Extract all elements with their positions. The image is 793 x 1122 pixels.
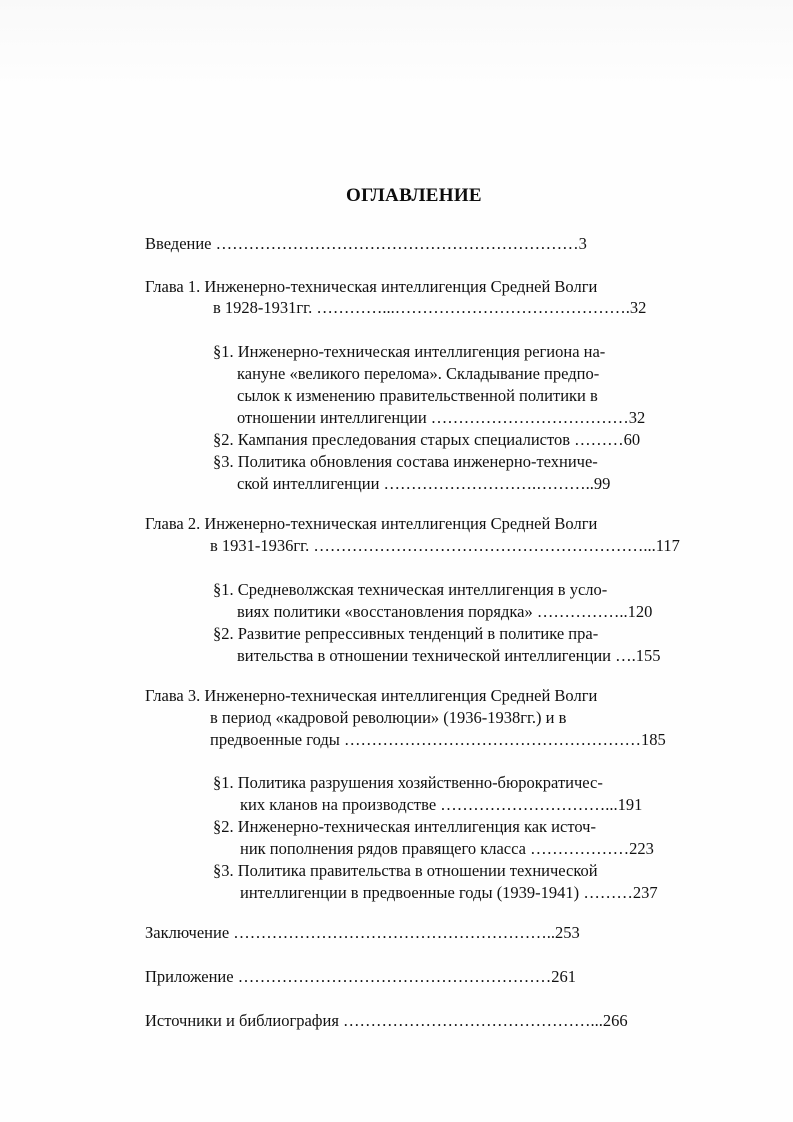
toc-label: ник пополнения рядов правящего класса	[240, 839, 526, 858]
toc-chapter-3-line3	[210, 730, 666, 750]
toc-page-number: 120	[627, 602, 653, 621]
toc-label: предвоенные годы	[210, 730, 340, 749]
toc-section-3-1-line2	[240, 795, 642, 815]
toc-page-number: 185	[640, 730, 666, 749]
toc-section-1-3-line1: §3. Политика обновления состава инженерно-техниче-	[213, 452, 598, 471]
toc-label: в 1931-1936гг.	[210, 536, 310, 555]
toc-leader: ……………………….………..	[383, 474, 594, 493]
toc-label: Приложение	[145, 967, 234, 986]
toc-label: Заключение	[145, 923, 230, 942]
toc-leader: ……………..	[536, 602, 628, 621]
toc-section-2-1-line2	[237, 602, 652, 622]
toc-label: отношении интеллигенции	[237, 408, 427, 427]
toc-section-2-1-line1: §1. Средневолжская техническая интеллигенция в усло-	[213, 580, 608, 599]
toc-entry-sources	[145, 1011, 628, 1031]
toc-section-3-3-line2	[240, 883, 658, 903]
toc-section-3-2-line2	[240, 839, 654, 859]
toc-leader: ………………………………	[430, 408, 629, 427]
toc-section-3-1-line1: §1. Политика разрушения хозяйственно-бюрократичес-	[213, 773, 603, 792]
toc-label: интеллигенции в предвоенные годы (1939-1941)	[240, 883, 580, 902]
toc-leader: ………………	[530, 839, 630, 858]
toc-page-number: 117	[655, 536, 680, 555]
toc-entry-intro	[145, 234, 587, 254]
toc-leader: ….	[615, 646, 636, 665]
toc-section-1-1-line2: кануне «великого перелома». Складывание предпо-	[237, 364, 600, 383]
toc-leader: ………………………………………………	[343, 730, 641, 749]
toc-leader: …………………………………………………	[237, 967, 552, 986]
toc-chapter-1-years	[213, 298, 646, 318]
toc-chapter-2-title: Глава 2. Инженерно-техническая интеллигенция Средней Волги	[145, 514, 598, 533]
toc-entry-appendix	[145, 967, 576, 987]
toc-leader: …………………………………………………..	[233, 923, 556, 942]
toc-section-1-2	[213, 430, 640, 450]
toc-page-number: 266	[602, 1011, 628, 1030]
toc-entry-conclusion	[145, 923, 580, 943]
toc-section-3-2-line1: §2. Инженерно-техническая интеллигенция как источ-	[213, 817, 596, 836]
toc-chapter-3-title: Глава 3. Инженерно-техническая интеллигенция Средней Волги	[145, 686, 598, 705]
toc-section-1-1-line1: §1. Инженерно-техническая интеллигенция региона на-	[213, 342, 606, 361]
toc-chapter-3-line2: в период «кадровой революции» (1936-1938гг.) и в	[210, 708, 567, 727]
toc-page-number: 3	[578, 234, 587, 253]
toc-page-number: 32	[629, 298, 647, 317]
toc-section-3-3-line1: §3. Политика правительства в отношении технической	[213, 861, 598, 880]
toc-page-number: 253	[555, 923, 580, 942]
toc-leader: …………………………...	[440, 795, 618, 814]
toc-leader: ………………………………………...	[343, 1011, 603, 1030]
toc-section-1-1-line3: сылок к изменению правительственной политики в	[237, 386, 598, 405]
toc-section-2-2-line1: §2. Развитие репрессивных тенденций в политике пра-	[213, 624, 599, 643]
toc-label: §2. Кампания преследования старых специалистов	[213, 430, 571, 449]
toc-page-number: 223	[629, 839, 654, 858]
toc-leader: ………	[574, 430, 624, 449]
toc-section-2-2-line2	[237, 646, 661, 666]
toc-page-number: 32	[628, 408, 646, 427]
toc-label: в 1928-1931гг.	[213, 298, 313, 317]
toc-leader: …………………………………………………………	[215, 234, 579, 253]
toc-chapter-1-title: Глава 1. Инженерно-техническая интеллигенция Средней Волги	[145, 277, 598, 296]
toc-label: ской интеллигенции	[237, 474, 380, 493]
toc-page-number: 99	[593, 474, 611, 493]
toc-leader: ………	[583, 883, 633, 902]
toc-label: вительства в отношении технической интеллигенции	[237, 646, 612, 665]
toc-page-number: 191	[617, 795, 643, 814]
toc-page-number: 261	[551, 967, 576, 986]
toc-chapter-2-years	[210, 536, 680, 556]
toc-leader: ……………………………………………………...	[313, 536, 656, 555]
toc-label: Источники и библиография	[145, 1011, 339, 1030]
toc-page-number: 237	[632, 883, 658, 902]
toc-section-1-3-line2	[237, 474, 610, 494]
toc-label: виях политики «восстановления порядка»	[237, 602, 533, 621]
toc-leader: …………...…………………………………….	[316, 298, 630, 317]
toc-label: Введение	[145, 234, 212, 253]
page-title: ОГЛАВЛЕНИЕ	[346, 185, 482, 206]
toc-page-number: 60	[623, 430, 641, 449]
toc-page-number: 155	[635, 646, 661, 665]
toc-section-1-1-line4	[237, 408, 645, 428]
toc-label: ких кланов на производстве	[240, 795, 437, 814]
